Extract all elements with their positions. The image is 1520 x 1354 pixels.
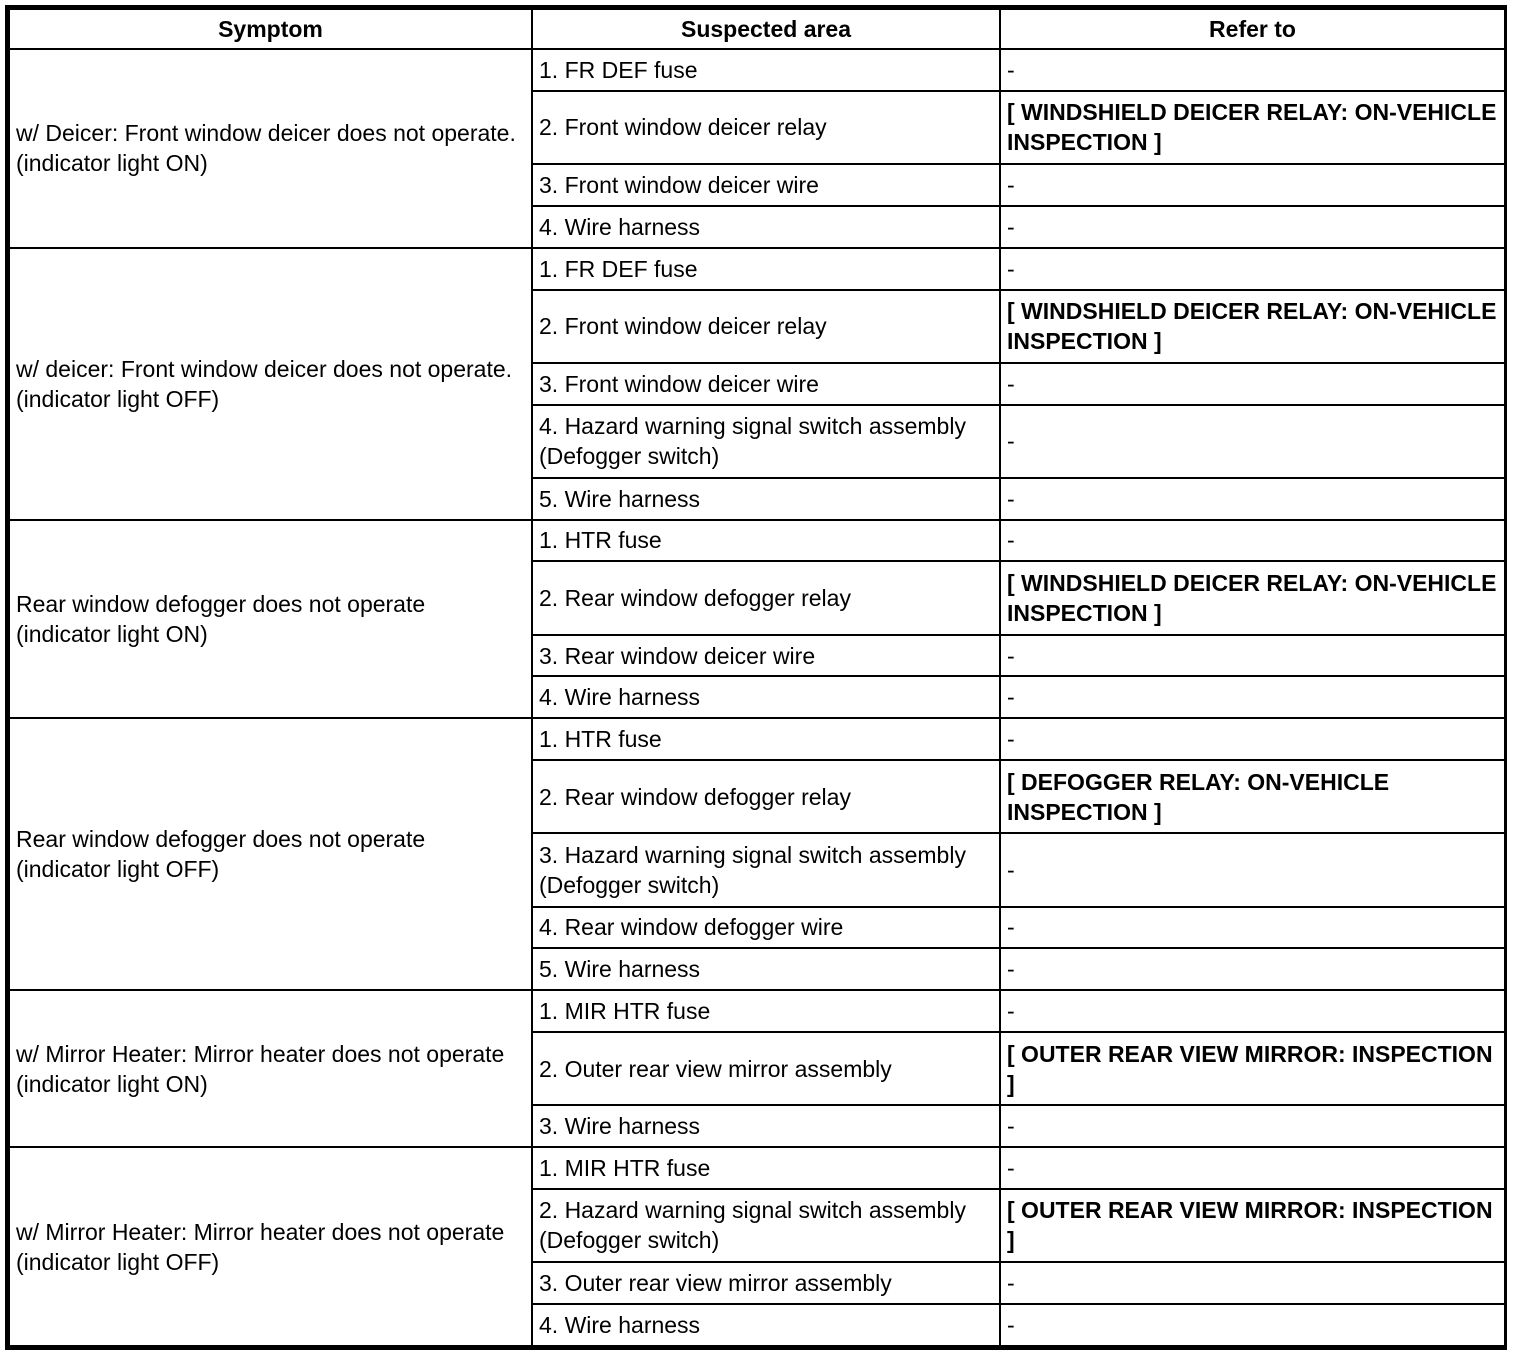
suspected-area-cell: 4. Wire harness (532, 676, 1000, 718)
refer-to-cell: - (1000, 948, 1505, 990)
refer-to-cell: - (1000, 1262, 1505, 1304)
refer-to-cell: - (1000, 248, 1505, 290)
suspected-area-cell: 1. HTR fuse (532, 520, 1000, 562)
refer-to-link[interactable]: [ OUTER REAR VIEW MIRROR: INSPECTION ] (1000, 1189, 1505, 1262)
suspected-area-cell: 4. Wire harness (532, 1304, 1000, 1346)
table-row (9, 718, 1505, 760)
suspected-area-cell: 2. Outer rear view mirror assembly (532, 1032, 1000, 1105)
refer-to-link[interactable]: [ WINDSHIELD DEICER RELAY: ON-VEHICLE INSPECTION ] (1000, 91, 1505, 164)
troubleshooting-table (8, 8, 1506, 1347)
suspected-area-cell: 4. Wire harness (532, 206, 1000, 248)
table-row (9, 248, 1505, 290)
suspected-area-cell: 1. MIR HTR fuse (532, 1147, 1000, 1189)
suspected-area-cell: 1. HTR fuse (532, 718, 1000, 760)
suspected-area-cell: 2. Rear window defogger relay (532, 561, 1000, 634)
suspected-area-cell: 3. Front window deicer wire (532, 363, 1000, 405)
header-refer-to: Refer to (1000, 9, 1505, 49)
symptom-cell: w/ Mirror Heater: Mirror heater does not operate (indicator light OFF) (9, 1147, 532, 1346)
suspected-area-cell: 1. MIR HTR fuse (532, 990, 1000, 1032)
refer-to-cell: - (1000, 635, 1505, 677)
refer-to-link[interactable]: [ OUTER REAR VIEW MIRROR: INSPECTION ] (1000, 1032, 1505, 1105)
suspected-area-cell: 2. Rear window defogger relay (532, 760, 1000, 833)
suspected-area-cell: 3. Hazard warning signal switch assembly (Defogger switch) (532, 833, 1000, 906)
troubleshooting-table-frame (5, 5, 1507, 1350)
symptom-cell: Rear window defogger does not operate (indicator light OFF) (9, 718, 532, 990)
symptom-cell: w/ deicer: Front window deicer does not operate. (indicator light OFF) (9, 248, 532, 520)
refer-to-cell: - (1000, 49, 1505, 91)
header-row (9, 9, 1505, 49)
refer-to-cell: - (1000, 363, 1505, 405)
symptom-cell: Rear window defogger does not operate (indicator light ON) (9, 520, 532, 719)
refer-to-cell: - (1000, 405, 1505, 478)
suspected-area-cell: 4. Rear window defogger wire (532, 907, 1000, 949)
suspected-area-cell: 5. Wire harness (532, 478, 1000, 520)
suspected-area-cell: 3. Front window deicer wire (532, 164, 1000, 206)
suspected-area-cell: 5. Wire harness (532, 948, 1000, 990)
suspected-area-cell: 2. Front window deicer relay (532, 290, 1000, 363)
suspected-area-cell: 3. Wire harness (532, 1105, 1000, 1147)
suspected-area-cell: 2. Front window deicer relay (532, 91, 1000, 164)
table-row (9, 990, 1505, 1032)
symptom-cell: w/ Mirror Heater: Mirror heater does not operate (indicator light ON) (9, 990, 532, 1147)
refer-to-cell: - (1000, 676, 1505, 718)
refer-to-cell: - (1000, 164, 1505, 206)
refer-to-cell: - (1000, 206, 1505, 248)
refer-to-cell: - (1000, 833, 1505, 906)
table-row (9, 520, 1505, 562)
header-suspected-area: Suspected area (532, 9, 1000, 49)
refer-to-link[interactable]: [ WINDSHIELD DEICER RELAY: ON-VEHICLE INSPECTION ] (1000, 290, 1505, 363)
refer-to-cell: - (1000, 478, 1505, 520)
refer-to-cell: - (1000, 1304, 1505, 1346)
refer-to-cell: - (1000, 718, 1505, 760)
table-row (9, 49, 1505, 91)
refer-to-link[interactable]: [ WINDSHIELD DEICER RELAY: ON-VEHICLE INSPECTION ] (1000, 561, 1505, 634)
table-row (9, 1147, 1505, 1189)
suspected-area-cell: 1. FR DEF fuse (532, 49, 1000, 91)
refer-to-cell: - (1000, 990, 1505, 1032)
refer-to-link[interactable]: [ DEFOGGER RELAY: ON-VEHICLE INSPECTION ] (1000, 760, 1505, 833)
refer-to-cell: - (1000, 1105, 1505, 1147)
suspected-area-cell: 4. Hazard warning signal switch assembly (Defogger switch) (532, 405, 1000, 478)
header-symptom: Symptom (9, 9, 532, 49)
suspected-area-cell: 3. Rear window deicer wire (532, 635, 1000, 677)
symptom-cell: w/ Deicer: Front window deicer does not operate. (indicator light ON) (9, 49, 532, 248)
suspected-area-cell: 2. Hazard warning signal switch assembly (Defogger switch) (532, 1189, 1000, 1262)
refer-to-cell: - (1000, 907, 1505, 949)
suspected-area-cell: 3. Outer rear view mirror assembly (532, 1262, 1000, 1304)
refer-to-cell: - (1000, 520, 1505, 562)
refer-to-cell: - (1000, 1147, 1505, 1189)
suspected-area-cell: 1. FR DEF fuse (532, 248, 1000, 290)
